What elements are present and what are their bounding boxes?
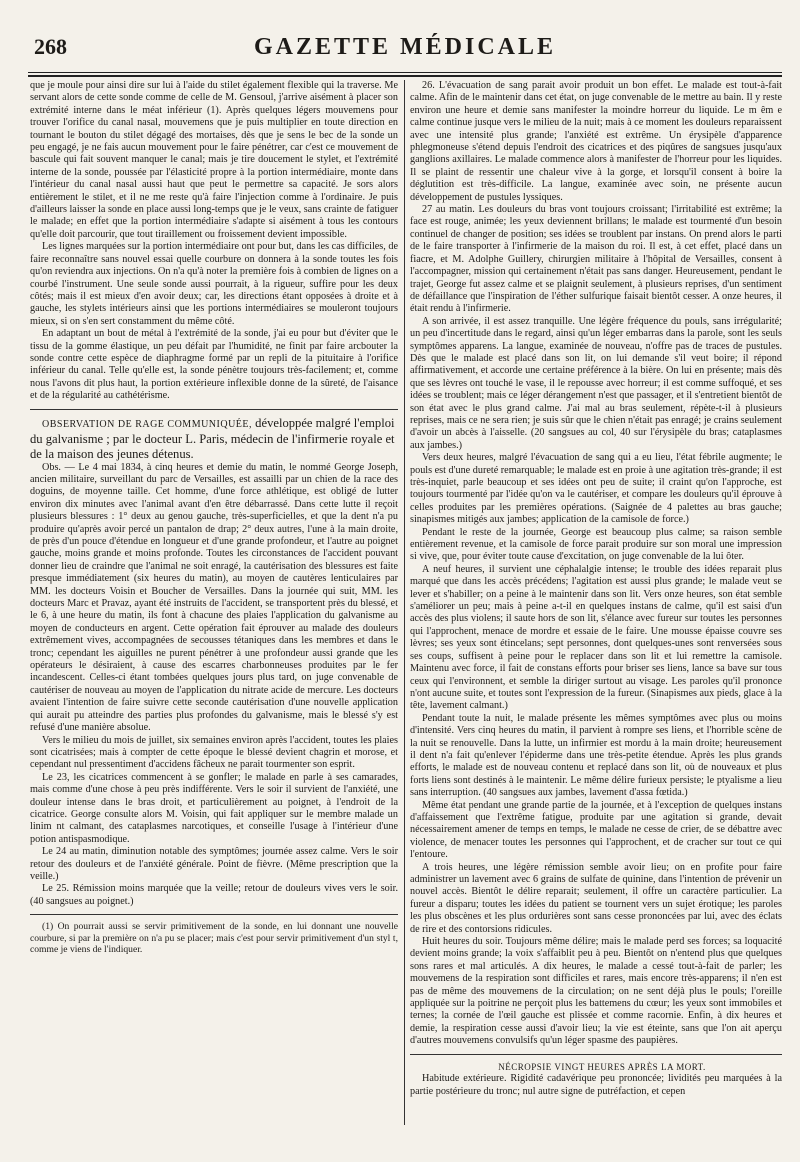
necropsy-heading: NÉCROPSIE VINGT HEURES APRÈS LA MORT. <box>498 1061 706 1072</box>
paragraph: 27 au matin. Les douleurs du bras vont toujours croissant; l'irritabilité est extrême; la face est rouge, animée; les yeux deviennent brillans; le malade est tourmenté d'un besoin continuel de changer de position; ses idées se troublent par instans. On prend alors le parti de le faire transporter à l'infirmerie de la maison du roi. Il est, à cet effet, placé dans un fiacre, et M. Adolphe Guillery, chirurgien militaire à l'hôpital de Versailles, consent à l'accompagner, mission qui certainement n'était pas sans danger. Heureusement, pendant le trajet, George fut assez calme et se plaignit seulement, à plusieurs reprises, d'un sentiment de défaillance que l'inspiration de l'éther sulfurique faisait bientôt cesser. A onze heures, il était rendu à l'infirmerie. <box>410 204 782 315</box>
paragraph: que je moule pour ainsi dire sur lui à l'aide du stilet également flexible qui la traverse. Me servant alors de cette sonde comme de celle de M. Gensoul, j'arrive aisément à placer son extrémité interne dans le méat inférieur (1). Après quelques légers mouvemens pour trouver l'orifice du canal nasal, mouvemens que je puis multiplier en toute direction en tournant le bouton du stilet dégagé des mortaises, dès que je sens le bec de la sonde un peu engagé, je ne fais aucun mouvement pour le faire pénétrer, car c'est ce mouvement de bascule qui fait souvent manquer le canal; mais je tire doucement le stylet, et l'extrémité interne de la sonde, poussée par l'élasticité propre à la portion intermédiaire, monte dans l'intérieur du canal nasal aussi haut que peut le permettre sa capacité. Je sors alors entièrement le stilet, et il ne me reste qu'à faire l'injection comme à l'ordinaire. Je puis d'ailleurs laisser la sonde en place aussi long-temps que je le veux, sans crainte de fatiguer le malade; en effet que la portion intermédiaire s'adapte si aisément à tous les contours qu'elle doit parcourir, que tout tiraillement ou froissement devient impossible. <box>30 80 398 240</box>
journal-title: GAZETTE MÉDICALE <box>253 34 557 60</box>
page-number: 268 <box>34 34 67 59</box>
paragraph: En adaptant un bout de métal à l'extrémité de la sonde, j'ai eu pour but d'éviter que le tissu de la gomme élastique, un peu défait par l'humidité, ne finit par faire arcbouter la sonde contre cette espèce de diaphragme formé par un repli de la pituitaire à l'orifice inférieur du canal. Telle qu'elle est, la sonde pénètre toujours très-facilement; et, comme nous l'avons dit plus haut, la portion extérieure inflexible donne de la sûreté, de l'aisance et de la régularité au cathétérisme. <box>30 328 398 402</box>
article-title <box>30 416 398 462</box>
header-rule-thick <box>28 75 782 77</box>
paragraph: 26. L'évacuation de sang parait avoir produit un bon effet. Le malade est tout-à-fait calme. Afin de le maintenir dans cet état, on juge convenable de le mettre au bain. Il y reste environ une heure et demie sans manifester la moindre horreur du liquide. Le m êm e calme continue jusque vers le milieu de la nuit; mais à ce moment les douleurs reparaissent avec une intensité plus grande; l'anxiété est extrême. Un érysipèle d'apparence phlegmoneuse s'étend depuis l'endroit des cicatrices et des piqûres de sangsues jusqu'aux ganglions axillaires. Le malade commence alors à manifester de l'horreur pour les liquides. Il se plaint de ressentir une chaleur vive à la gorge, et lorsqu'il consent à boire la déglutition est très-difficile. La langue, examinée avec soin, ne présente aucun développement de pustules lyssiques. <box>410 80 782 203</box>
footnote-separator <box>30 914 398 915</box>
paragraph: Obs. — Le 4 mai 1834, à cinq heures et demie du matin, le nommé George Joseph, ancien militaire, surveillant du parc de Versailles, est assailli par un chien de la race des doguins, de moyenne taille. Cet homme, d'une force athlétique, est obligé de lutter environ dix minutes avec l'animal avant d'en être débarrassé. Dans cette lutte il reçoit plusieurs blessures : 1° deux au genou gauche, très-superficielles, et que la dent n'a pu produire qu'après avoir percé un pantalon de drap; 2° deux autres, l'une à la main droite, de près d'un pouce d'étendue en longueur et d'une grande profondeur, et l'autre au poignet gauche, moins grande et moins profonde. Toutes les circonstances de l'accident pouvant donner lieu de craindre que l'animal ne soit enragé, la cautérisation des blessures est faite presque immédiatement (six heures du matin), au moyen de cautères lenticulaires par MM. les docteurs Voisin et Boucher de Versailles. Dans la journée qui suit, MM. les docteurs Marc et Pravaz, ayant été instruits de l'accident, se transportent près du blessé, et le 6, à une heure du matin, ils font à chacune des plaies l'application du galvanisme au moyen de conducteurs en argent. Cette opération fait éprouver au malade des douleurs extrêmement vives, accompagnées de secousses tétaniques dans les membres et dans le tronc; cependant les aiguilles ne purent pénétrer à une profondeur aussi grande que les opérateurs le désiraient, à cause des escarres charbonneuses produites par le fer incandescent. Celles-ci étant tombées quelques jours plus tard, on juge convenable de cautériser de nouveau au moyen de l'application du nitrate acide de mercure. Les docteurs avaient l'intention de faire suivre cette seconde cautérisation d'une nouvelle application qui aurait pu atteindre des parties plus profondes du galvanisme, mais le blessé s'y est refusé d'une manière absolue. <box>30 461 398 734</box>
paragraph: A trois heures, une légère rémission semble avoir lieu; on en profite pour faire administrer un lavement avec 6 grains de sulfate de quinine, dans l'intention de prévenir un nouvel accès. Bientôt le délire reparait; seulement, il offre un caractère particulier. La fureur a disparu; toutes les idées du patient se tournent vers un sujet érotique; les paroles les plus obscènes et les plus ordurières sont sans cesse prononcées par lui, avec des éclats de rire et des contorsions ridicules. <box>410 861 782 935</box>
section-separator <box>410 1054 782 1055</box>
paragraph: Pendant toute la nuit, le malade présente les mêmes symptômes avec plus ou moins d'intensité. Vers cinq heures du matin, il parvient à rompre ses liens, et l'horrible scène de la nuit se renouvelle. Dans la lutte, un infirmier est mordu à la main droite; heureusement il dent n'a fait qu'enlever l'épiderme dans une très-petite étendue. Après les plus grands efforts, le malade est de nouveau contenu et replacé dans son lit, où de nouveaux et plus forts liens sont destinés à le maintenir. Le même délire furieux persiste; le ptyalisme a lieu sans interruption. (40 sangsues aux jambes, lavement d'assa fœtida.) <box>410 712 782 799</box>
paragraph: Vers deux heures, malgré l'évacuation de sang qui a eu lieu, l'état fébrile augmente; le pouls est d'une dureté remarquable; le malade est en proie à une agitation très-grande; il est très-inquiet, parle beaucoup et ses idées ont peu de suite; il craint qu'on l'approche, est toujours tourmenté par l'idée qu'on va le cautériser, et compare les douleurs qu'il éprouve à celles produites par les premières opérations. (Saignée de 4 palettes au bras gauche; sinapismes mitigés aux jambes; application de la camisole de force.) <box>410 452 782 526</box>
article-title-caps: OBSERVATION DE RAGE COMMUNIQUÉE, <box>42 418 253 430</box>
right-column <box>410 80 782 1098</box>
paragraph: A neuf heures, il survient une céphalalgie intense; le trouble des idées reparait plus marqué que dans les accès précédens; l'agitation est aussi plus grande; le malade veut se lever et s'habiller; on a peine à le maintenir dans son lit. Vers onze heures, son état semble s'améliorer un peu; mais à peine a-t-il en quelques instans de calme, qu'il est saisi d'un accès des plus violens; il saute hors de son lit, s'élance avec fureur sur toutes les personnes qui l'approchent, menace de mordre et essaie de le faire. Une mousse épaisse couvre ses lèvres; ses yeux sont étincelans; sept personnes, dont quelques-unes sont renversées sous ses coups, suffisent à peine pour le replacer dans son lit et lui remettre la camisole. Maintenu avec force, il fait de constans efforts pour briser ses liens, lance sa bave sur tous ceux qui l'environnent, et semble la diriger surtout au visage. Les paroles qu'il prononce n'ont aucune suite, et toutes sont l'expression de la fureur. (Sinapismes aux pieds, glace à la tête, lavement calmant.) <box>410 563 782 712</box>
paragraph: Pendant le reste de la journée, George est beaucoup plus calme; sa raison semble entièrement revenue, et la camisole de force parait produire sur son moral une impression si vive, que, pour éviter toute cause d'excitation, on juge convenable de la lui ôter. <box>410 526 782 563</box>
paragraph: Le 24 au matin, diminution notable des symptômes; journée assez calme. Vers le soir retour des douleurs et de l'anxiété générale. Point de fièvre. (Même prescription que la veille.) <box>30 846 398 882</box>
left-column <box>30 80 398 955</box>
paragraph: Huit heures du soir. Toujours même délire; mais le malade perd ses forces; sa loquacité devient moins grande; la voix s'affaiblit peu à peu. Bientôt on n'entend plus que quelques sons rares et mal articulés. A dix heures, le malade a cessé tout-à-fait de parler; les mouvemens de la respiration sont difficiles et rares, mais encore très-apparens; il n'en est pas de même des mouvemens de la circulation; on ne sent déjà plus le pouls; l'oreille appliquée sur la poitrine ne perçoit plus les battemens du cœur; les yeux sont immobiles et ternes; la cornée de l'œil gauche est plissée et comme racornie. Enfin, à dix heures et demie, la respiration cesse aussi d'avoir lieu; la vie est éteinte, sans que l'on ait aperçu d'autres mouvemens convulsifs qu'un léger spasme des paupières. <box>410 936 782 1047</box>
paragraph: Même état pendant une grande partie de la journée, et à l'exception de quelques instans d'affaissement que l'extrême fatigue, produite par une agitation si grande, devait nécessairement amener de temps en temps, le malade ne cesse de crier, de se débattre avec violence, de menacer toutes les personnes qui l'approchent, et de cracher sur tout ce qui l'entoure. <box>410 799 782 861</box>
paragraph: Le 25. Rémission moins marquée que la veille; retour de douleurs vives vers le soir. (40 sangsues au poignet.) <box>30 883 398 907</box>
page-header <box>28 30 782 70</box>
section-separator <box>30 409 398 410</box>
paragraph: Les lignes marquées sur la portion intermédiaire ont pour but, dans les cas difficiles, de faire reconnaître sans nouvel essai quelle courbure on donnera à la sonde toutes les fois qu'on reviendra aux injections. On n'a qu'à noter la première fois à combien de lignes on a courbé l'instrument. Une seule sonde aussi pourrait, à la rigueur, suffire pour les deux côtés; mais il est mieux d'en avoir deux; car, les directions étant opposées à droite et à gauche, les stylets intérieurs ainsi que les portions intermédiaires se mouleront toujours mieux, si on s'en sert constamment du même côté. <box>30 241 398 327</box>
paragraph: Habitude extérieure. Rigidité cadavérique peu prononcée; lividités peu marquées à la partie postérieure du tronc; nul autre signe de putréfaction, et cepen <box>410 1073 782 1097</box>
paragraph: Le 23, les cicatrices commencent à se gonfler; le malade en parle à ses camarades, mais comme d'une chose à peu près indifférente. Vers le soir il survient de l'anxiété, une douleur intense dans le bras droit, et particulièrement au poignet, à l'endroit de la cicatrice. George consulte alors M. Voisin, qui fait appliquer sur le membre malade un linim nt calmant, des cataplasmes narcotiques, et conseille l'usage à l'intérieur d'une potion antispasmodique. <box>30 771 398 845</box>
paragraph: A son arrivée, il est assez tranquille. Une légère fréquence du pouls, sans irrégularité; un peu d'incertitude dans le regard, ainsi qu'un léger embarras dans la parole, sont les seuls symptômes apparens. La langue, examinée de nouveau, n'offre pas de traces de pustules. Dès que le malade est placé dans son lit, on lui demande s'il veut boire; il répond affirmativement, et accorde une certaine préférence à la bière. On lui en présente; mais dès que ses lèvres ont touché le vase, il le repousse avec horreur; il est comme suffoqué, et ses idées se troublent; mais ce léger dérangement n'est que passager, et il s'entretient bientôt de son état avec le plus grand calme. J'ai mal au bras seulement, répète-t-il à plusieurs reprises, mais ce ne sera rien; je suis sûr que le chien n'était pas enragé; je crains seulement d'avoir un abcès à l'aisselle. (20 sangsues au col, 40 sur l'érysipèle du bras; cataplasmes aux jambes.) <box>410 315 782 451</box>
column-divider <box>404 80 405 1125</box>
paragraph: Vers le milieu du mois de juillet, six semaines environ après l'accident, toutes les plaies sont cicatrisées; mais à compter de cette époque le blessé devient chagrin et morose, et cependant nul pressentiment d'accidens fâcheux ne parait tourmenter son esprit. <box>30 734 398 771</box>
footnote: (1) On pourrait aussi se servir primitivement de la sonde, en lui donnant une nouvelle courbure, si par la première on n'a pu se placer; mais c'est pour servir primitivement d'un styl t, comme je viens de l'indiquer. <box>30 921 398 955</box>
header-rule <box>28 72 782 73</box>
article-title-rest: développée malgré l'emploi du galvanisme ; par le docteur L. Paris, médecin de l'infirmerie royale et de la maison des jeunes détenus. <box>30 415 395 461</box>
